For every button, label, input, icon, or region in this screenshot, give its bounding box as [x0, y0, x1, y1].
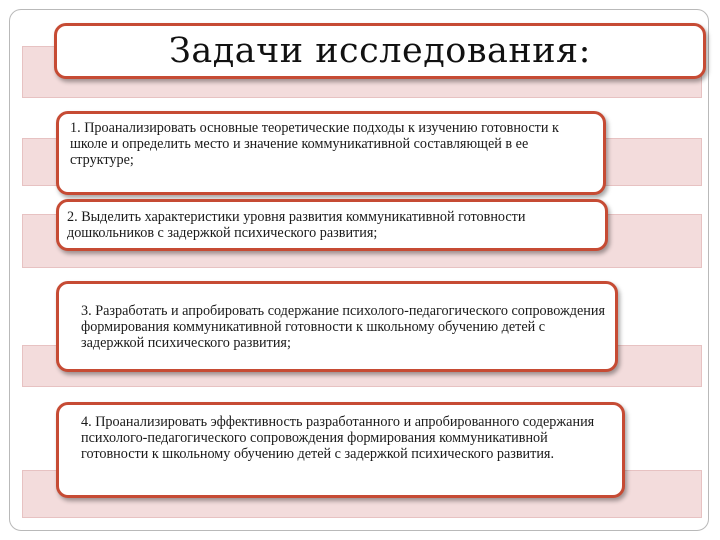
task-text-3: 3. Разработать и апробировать содержание психолого-педагогического сопровождения формирования коммуникативной готовности к школьному обучению детей с задержкой психического развития; [81, 303, 606, 351]
task-box-1 [56, 111, 606, 195]
task-box-2 [56, 199, 608, 251]
task-box-4 [56, 402, 625, 498]
task-text-1: 1. Проанализировать основные теоретические подходы к изучению готовности к школе и определить место и значение коммуникативной составляющей в ее структуре; [70, 120, 559, 168]
slide-title: Задачи исследования: [169, 31, 591, 71]
task-text-4: 4. Проанализировать эффективность разработанного и апробированного содержания психолого-педагогического сопровождения формирования коммуникативной готовности к школьному обучению детей с задержкой психического развития. [81, 414, 595, 462]
task-text-2: 2. Выделить характеристики уровня развития коммуникативной готовности дошкольников с задержкой психического развития; [67, 209, 526, 241]
title-box [54, 23, 706, 79]
task-box-3 [56, 281, 618, 372]
